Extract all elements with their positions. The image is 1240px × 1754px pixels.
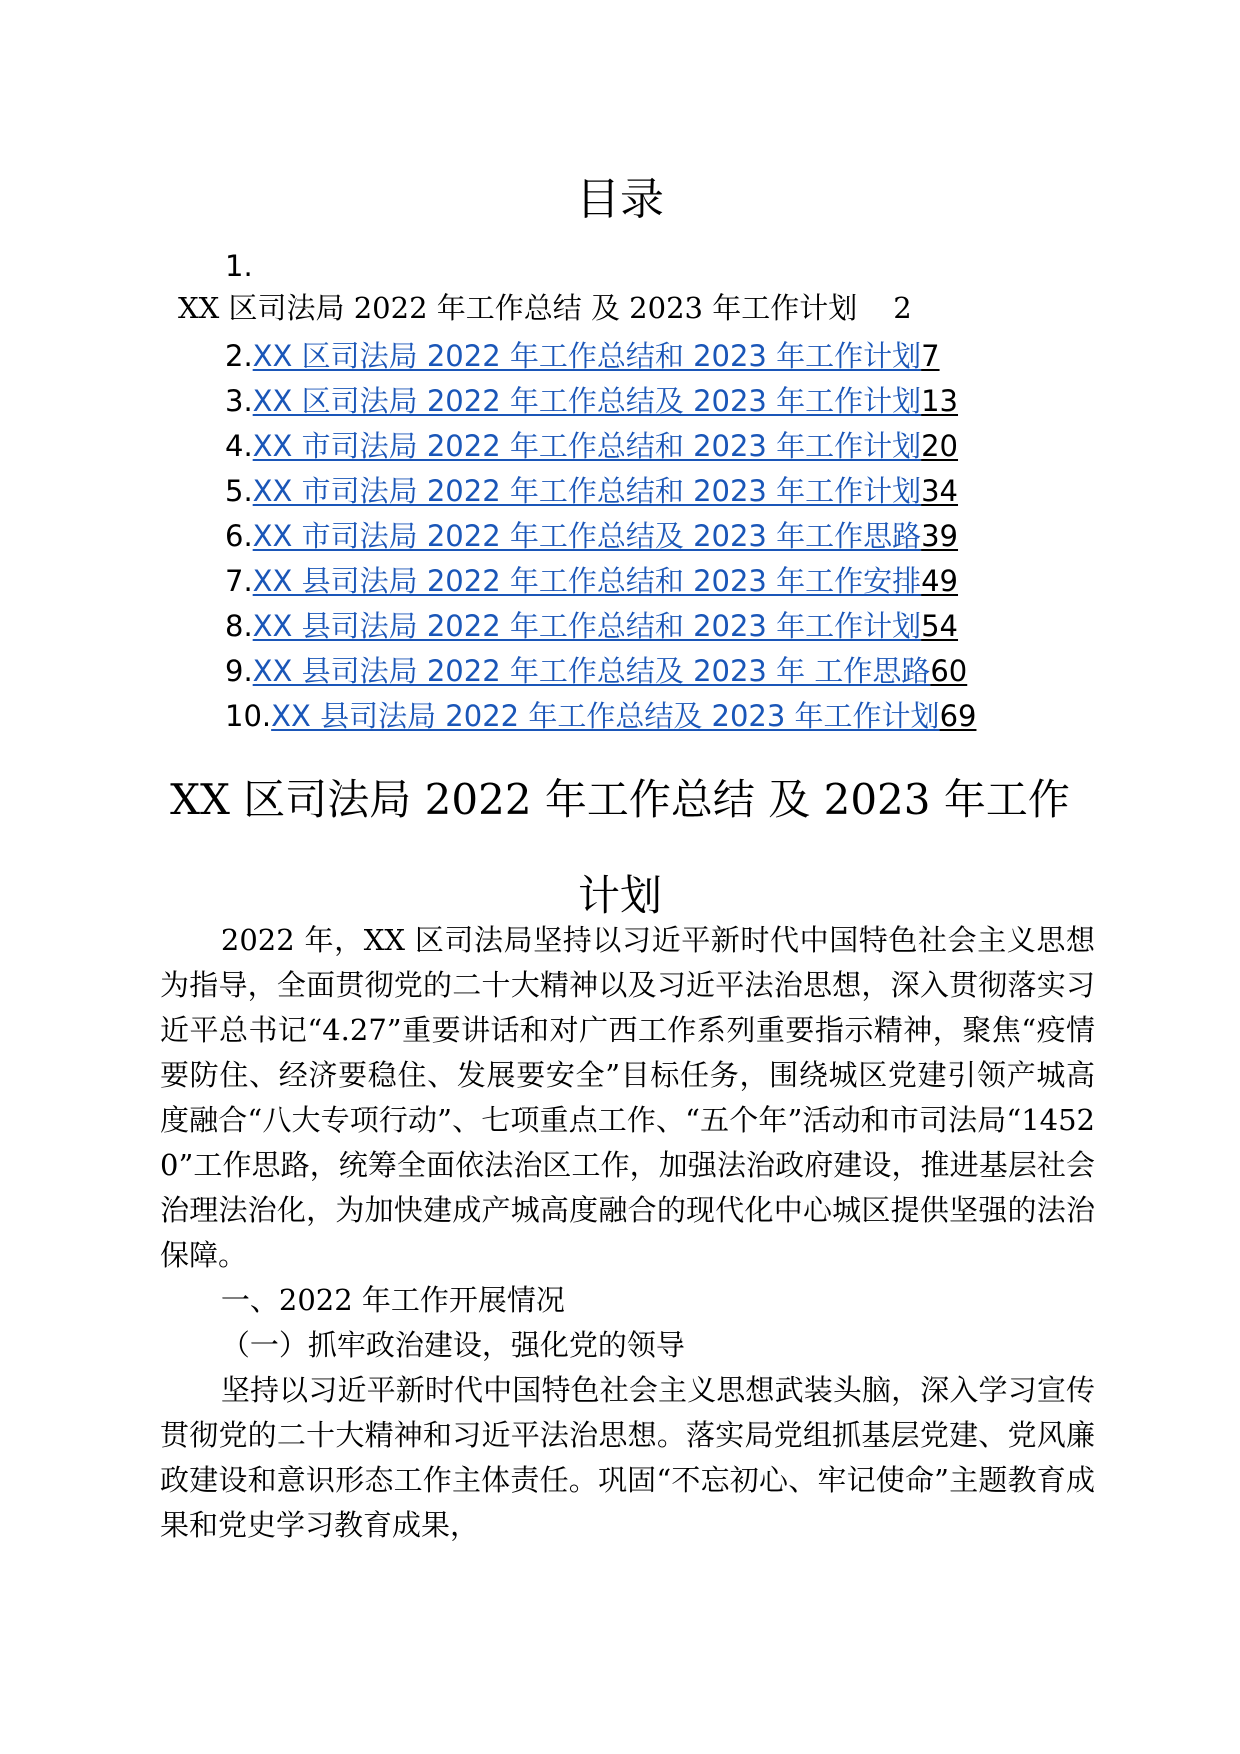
toc-item[interactable]	[225, 606, 976, 651]
toc-item-link[interactable]: XX 市司法局 2022 年工作总结和 2023 年工作计划	[252, 429, 922, 463]
toc-item-number: 6.	[225, 519, 253, 553]
subsection-heading: （一）抓牢政治建设，强化党的领导	[220, 1328, 685, 1362]
toc-item-link[interactable]: XX 县司法局 2022 年工作总结及 2023 年 工作思路	[252, 654, 931, 688]
toc-item-page[interactable]: 60	[930, 654, 968, 688]
toc-item-1-text: XX 区司法局 2022 年工作总结 及 2023 年工作计划	[178, 291, 858, 325]
toc-item-link[interactable]: XX 区司法局 2022 年工作总结和 2023 年工作计划	[252, 339, 922, 373]
document-body	[160, 918, 1095, 1548]
toc-item[interactable]	[225, 336, 976, 381]
toc-item-page[interactable]: 39	[921, 519, 959, 553]
toc-item-link[interactable]: XX 县司法局 2022 年工作总结及 2023 年工作计划	[271, 699, 940, 733]
document-title-line-1: XX 区司法局 2022 年工作总结 及 2023 年工作	[170, 775, 1070, 824]
toc-item[interactable]	[225, 561, 976, 606]
toc-item-page[interactable]: 7	[921, 339, 940, 373]
toc-item-number: 8.	[225, 609, 253, 643]
toc-item-number: 2.	[225, 339, 253, 373]
toc-item-page[interactable]: 49	[921, 564, 959, 598]
toc-item-1-number: 1.	[225, 249, 253, 283]
toc-item[interactable]	[225, 696, 976, 741]
toc-item[interactable]	[225, 426, 976, 471]
toc-item-1[interactable]	[178, 290, 912, 326]
toc-item-number: 9.	[225, 654, 253, 688]
toc-item-link[interactable]: XX 市司法局 2022 年工作总结及 2023 年工作思路	[252, 519, 922, 553]
toc-item-page[interactable]: 13	[921, 384, 959, 418]
toc-item-link[interactable]: XX 区司法局 2022 年工作总结及 2023 年工作计划	[252, 384, 922, 418]
document-title-line-2: 计划	[577, 871, 662, 920]
document-title	[0, 752, 1240, 944]
toc-item-page[interactable]: 34	[921, 474, 959, 508]
toc-item-1-page: 2	[893, 291, 912, 325]
toc-item[interactable]	[225, 516, 976, 561]
toc-item[interactable]	[225, 651, 976, 696]
toc-item-link[interactable]: XX 县司法局 2022 年工作总结和 2023 年工作安排	[252, 564, 922, 598]
toc-title: 目录	[576, 174, 664, 225]
toc-item-page[interactable]: 69	[939, 699, 977, 733]
toc-item-link[interactable]: XX 市司法局 2022 年工作总结和 2023 年工作计划	[252, 474, 922, 508]
toc-item-page[interactable]: 20	[921, 429, 959, 463]
body-paragraph: 坚持以习近平新时代中国特色社会主义思想武装头脑，深入学习宣传贯彻党的二十大精神和习近平法治思想。落实局党组抓基层党建、党风廉政建设和意识形态工作主体责任。巩固“不忘初心、牢记使命”主题教育成果和党史学习教育成果，	[160, 1373, 1095, 1542]
toc-item-number: 4.	[225, 429, 253, 463]
intro-paragraph: 2022 年，XX 区司法局坚持以习近平新时代中国特色社会主义思想为指导，全面贯彻党的二十大精神以及习近平法治思想，深入贯彻落实习近平总书记“4.27”重要讲话和对广西工作系列重要指示精神，聚焦“疫情要防住、经济要稳住、发展要安全”目标任务，围绕城区党建引领产城高度融合“八大专项行动”、七项重点工作、“五个年”活动和市司法局“14520”工作思路，统筹全面依法治区工作，加强法治政府建设，推进基层社会治理法治化，为加快建成产城高度融合的现代化中心城区提供坚强的法治保障。	[160, 923, 1095, 1272]
toc-list	[225, 336, 976, 741]
toc-item-page[interactable]: 54	[921, 609, 959, 643]
toc-item[interactable]	[225, 381, 976, 426]
toc-item[interactable]	[225, 471, 976, 516]
toc-item-number: 10.	[225, 699, 272, 733]
toc-item-link[interactable]: XX 县司法局 2022 年工作总结和 2023 年工作计划	[252, 609, 922, 643]
toc-item-number: 3.	[225, 384, 253, 418]
toc-item-number: 5.	[225, 474, 253, 508]
toc-item-number: 7.	[225, 564, 253, 598]
section-heading: 一、2022 年工作开展情况	[220, 1283, 565, 1317]
